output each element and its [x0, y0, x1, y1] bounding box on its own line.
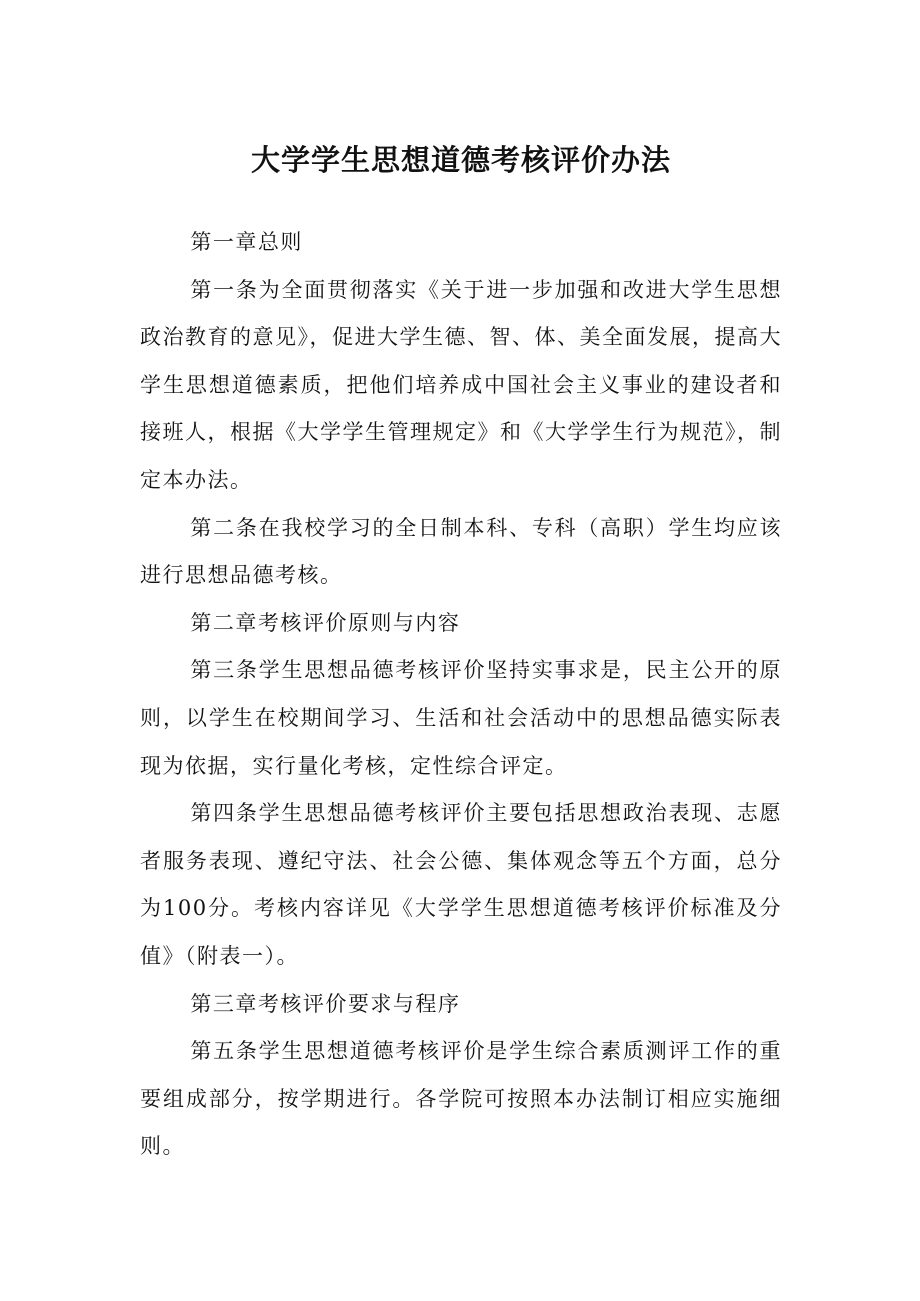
article-5: 第五条学生思想道德考核评价是学生综合素质测评工作的重要组成部分，按学期进行。各学院可按照本办法制订相应实施细则。	[140, 1039, 782, 1159]
document-body	[140, 219, 782, 1171]
chapter-heading-2: 第二章考核评价原则与内容	[190, 610, 461, 635]
document-title: 大学学生思想道德考核评价办法	[250, 143, 671, 177]
article-1: 第一条为全面贯彻落实《关于进一步加强和改进大学生思想政治教育的意见》，促进大学生德、智、体、美全面发展，提高大学生思想道德素质，把他们培养成中国社会主义事业的建设者和接班人，根据《大学学生管理规定》和《大学学生行为规范》，制定本办法。	[140, 277, 782, 492]
article-2: 第二条在我校学习的全日制本科、专科（高职）学生均应该进行思想品德考核。	[140, 515, 782, 588]
article-4: 第四条学生思想品德考核评价主要包括思想政治表现、志愿者服务表现、遵纪守法、社会公德、集体观念等五个方面，总分为100分。考核内容详见《大学学生思想道德考核评价标准及分值》（附表一）。	[140, 801, 782, 968]
chapter-heading-1: 第一章总则	[190, 230, 303, 254]
chapter-heading-3: 第三章考核评价要求与程序	[190, 991, 461, 1016]
article-3: 第三条学生思想品德考核评价坚持实事求是，民主公开的原则，以学生在校期间学习、生活和社会活动中的思想品德实际表现为依据，实行量化考核，定性综合评定。	[140, 658, 782, 778]
